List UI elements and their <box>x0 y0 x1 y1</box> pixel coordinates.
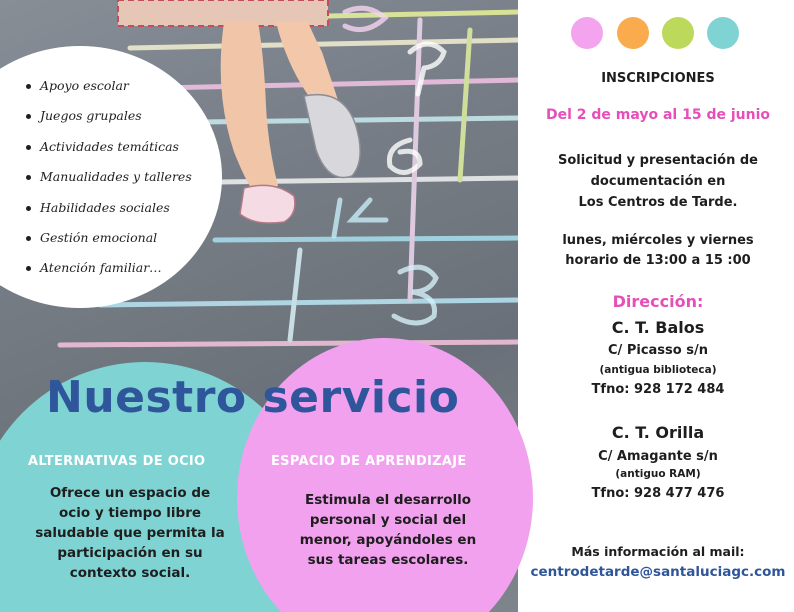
text-line: participación en su <box>57 545 203 561</box>
inscripciones-description <box>528 150 788 213</box>
teal-dot-icon <box>707 17 739 49</box>
page-title: Nuestro servicio <box>46 372 460 423</box>
bullet-icon <box>26 145 31 150</box>
bullet-icon <box>26 236 31 241</box>
aprendizaje-heading: ESPACIO DE APRENDIZAJE <box>271 454 467 469</box>
contact-email-link[interactable]: centrodetarde@santaluciagc.com <box>530 564 786 580</box>
list-item <box>24 258 192 288</box>
bullet-icon <box>26 175 31 180</box>
green-dot-icon <box>662 17 694 49</box>
text-line: horario de 13:00 a 15 :00 <box>565 253 751 268</box>
text-line: saludable que permita la <box>35 525 225 541</box>
list-item <box>24 228 192 258</box>
text-line: contexto social. <box>69 565 191 581</box>
service-label: Actividades temáticas <box>40 138 179 154</box>
service-label: Atención familiar… <box>40 260 162 276</box>
orange-dot-icon <box>617 17 649 49</box>
inscripciones-hours <box>528 231 788 271</box>
text-line: Estimula el desarrollo <box>304 492 472 508</box>
service-label: Apoyo escolar <box>40 78 129 93</box>
direccion-title: Dirección: <box>612 292 704 311</box>
aprendizaje-description <box>276 490 500 570</box>
center-address: C/ Amagante s/n <box>598 449 718 464</box>
text-line: ocio y tiempo libre <box>58 505 202 521</box>
center-address: C/ Picasso s/n <box>608 343 708 358</box>
list-item <box>24 106 192 136</box>
text-line: Solicitud y presentación de <box>558 153 758 168</box>
pink-dot-icon <box>571 17 603 49</box>
list-item <box>24 167 192 197</box>
text-line: menor, apoyándoles en <box>299 532 477 548</box>
bullet-icon <box>26 114 31 119</box>
text-line: Ofrece un espacio de <box>49 485 211 501</box>
ocio-heading: ALTERNATIVAS DE OCIO <box>28 454 206 469</box>
center-orilla <box>528 423 788 503</box>
center-name: C. T. Orilla <box>611 423 705 442</box>
text-line: lunes, miércoles y viernes <box>562 233 754 248</box>
center-phone: Tfno: 928 477 476 <box>591 486 725 501</box>
text-line: Los Centros de Tarde. <box>578 195 738 210</box>
center-phone: Tfno: 928 172 484 <box>591 382 725 397</box>
service-label: Juegos grupales <box>40 108 142 124</box>
service-label: Habilidades sociales <box>40 199 170 215</box>
text-line: sus tareas escolares. <box>307 552 469 568</box>
center-note: (antigua biblioteca) <box>599 364 717 376</box>
list-item <box>24 198 192 228</box>
bullet-icon <box>26 266 31 271</box>
bullet-icon <box>26 84 31 89</box>
center-name: C. T. Balos <box>611 318 705 337</box>
inscripciones-title: INSCRIPCIONES <box>601 71 715 86</box>
service-label: Gestión emocional <box>40 229 158 245</box>
inscripciones-dates: Del 2 de mayo al 15 de junio <box>545 107 771 123</box>
list-item <box>24 76 192 106</box>
ocio-description <box>20 483 240 583</box>
center-note: (antiguo RAM) <box>615 468 701 480</box>
more-info-label: Más información al mail: <box>571 544 745 559</box>
center-balos <box>528 318 788 399</box>
list-item <box>24 137 192 167</box>
services-list <box>24 76 192 289</box>
service-label: Manualidades y talleres <box>40 169 192 185</box>
text-line: personal y social del <box>309 512 467 528</box>
text-line: documentación en <box>590 174 726 189</box>
bullet-icon <box>26 206 31 211</box>
